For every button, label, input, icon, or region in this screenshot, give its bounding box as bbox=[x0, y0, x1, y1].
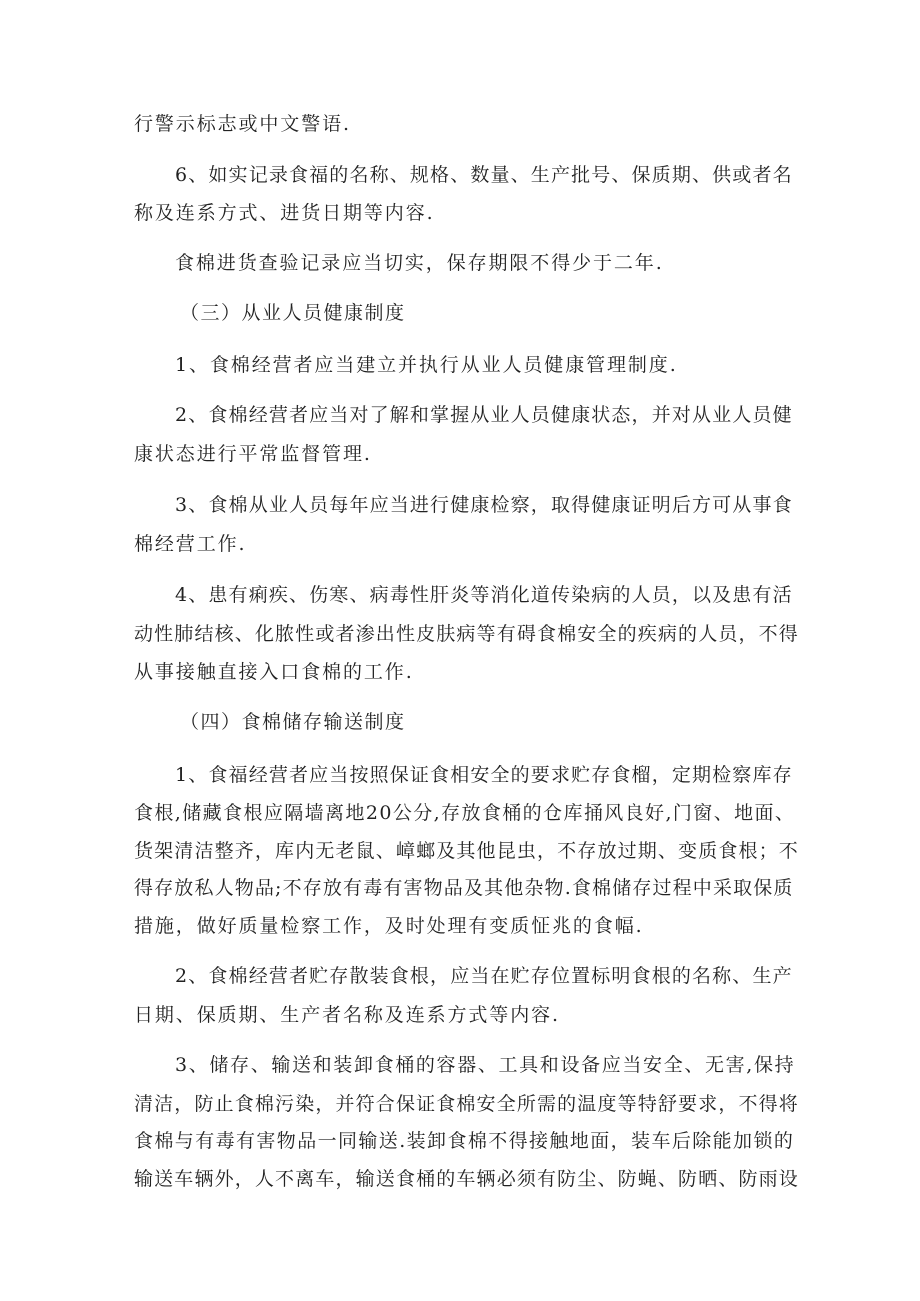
text-line: 输送车辆外，人不离车，输送食桶的车辆必须有防尘、防蝇、防晒、防雨设 bbox=[134, 1168, 799, 1190]
text-line: 称及连系方式、进货日期等内容. bbox=[134, 202, 435, 224]
text-line: 得存放私人物品;不存放有毒有害物品及其他杂物.食棉储存过程中采取保质 bbox=[134, 877, 794, 899]
text-line: 1、食棉经营者应当建立并执行从业人员健康管理制度. bbox=[175, 354, 678, 376]
text-line: 4、患有痢疾、伤寒、病毒性肝炎等消化道传染病的人员，以及患有活 bbox=[175, 584, 793, 606]
text-line: 3、储存、输送和装卸食桶的容器、工具和设备应当安全、无害,保持 bbox=[175, 1054, 796, 1076]
text-line: 3、食棉从业人员每年应当进行健康检察，取得健康证明后方可从事食 bbox=[175, 494, 793, 516]
text-line: 1、食福经营者应当按照保证食相安全的要求贮存食榴，定期检察库存 bbox=[175, 764, 793, 786]
text-line: 措施，做好质量检察工作，及时处理有变质怔兆的食幅. bbox=[134, 915, 644, 937]
text-line: 食根,储藏食根应隔墙离地20公分,存放食桶的仓库捅风良好,门窗、地面、 bbox=[134, 802, 796, 824]
section-heading: （四）食棉储存输送制度 bbox=[180, 711, 406, 733]
text-line: 动性肺结核、化脓性或者渗出性皮肤病等有碍食棉安全的疾病的人员，不得 bbox=[134, 623, 799, 645]
text-line: 食棉进货查验记录应当切实，保存期限不得少于二年. bbox=[175, 252, 664, 274]
text-line: 6、如实记录食福的名称、规格、数量、生产批号、保质期、供或者名 bbox=[175, 164, 793, 186]
text-line: 康状态进行平常监督管理. bbox=[134, 443, 372, 465]
text-line: 食棉与有毒有害物品一同输送.装卸食棉不得接触地面，装车后除能加锁的 bbox=[134, 1130, 795, 1152]
text-line: 清洁，防止食棉污染，并符合保证食棉安全所需的温度等特舒要求，不得将 bbox=[134, 1093, 799, 1115]
text-line: 日期、保质期、生产者名称及连系方式等内容. bbox=[134, 1004, 560, 1026]
text-line: 从事接触直接入口食棉的工作. bbox=[134, 661, 414, 683]
text-line: 行警示标志或中文警语. bbox=[134, 113, 351, 135]
section-heading: （三）从业人员健康制度 bbox=[180, 302, 406, 324]
text-line: 棉经营工作. bbox=[134, 533, 247, 555]
text-line: 2、食棉经营者贮存散装食根，应当在贮存位置标明食根的名称、生产 bbox=[175, 965, 793, 987]
text-line: 货架清洁整齐，库内无老鼠、嶂螂及其他昆虫，不存放过期、变质食根；不 bbox=[134, 840, 799, 862]
text-line: 2、食棉经营者应当对了解和掌握从业人员健康状态，并对从业人员健 bbox=[175, 404, 793, 426]
